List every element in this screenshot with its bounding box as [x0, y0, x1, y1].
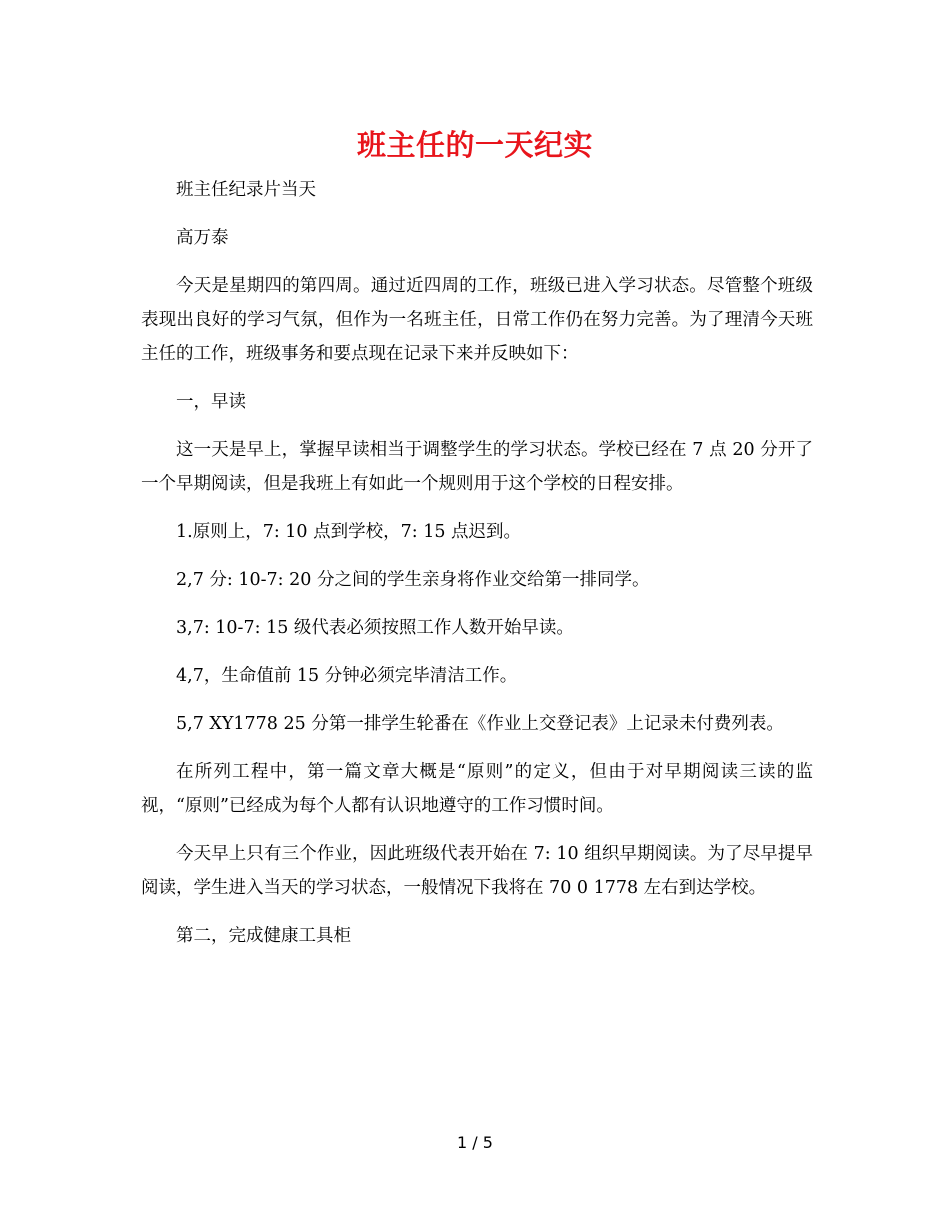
- rule-item-4: 4,7，生命值前 15 分钟必须完毕清洁工作。: [176, 666, 518, 686]
- rule-item-3: 3,7: 10-7: 15 级代表必须按照工作人数开始早读。: [176, 618, 574, 638]
- intro-paragraph: 今天是星期四的第四周。通过近四周的工作，班级已进入学习状态。尽管整个班级表现出良好的学习气氛，但作为一名班主任，日常工作仍在努力完善。为了理清今天班主任的工作，班级事务和要点现在记录下来并反映如下：: [141, 276, 813, 364]
- body-paragraph: 今天早上只有三个作业，因此班级代表开始在 7: 10 组织早期阅读。为了尽早提早阅读，学生进入当天的学习状态，一般情况下我将在 70 0 1778 左右到达学校。: [141, 844, 813, 898]
- section-heading-morning-reading: 一，早读: [176, 392, 246, 412]
- rule-item-5: 5,7 XY1778 25 分第一排学生轮番在《作业上交登记表》上记录未付费列表。: [176, 714, 784, 734]
- document-title: 班主任的一天纪实: [356, 128, 593, 162]
- document-body: [141, 173, 813, 967]
- author-paragraph: 高万泰: [176, 228, 229, 248]
- section-heading-health-cabinet: 第二，完成健康工具柜: [176, 926, 351, 946]
- rule-item-2: 2,7 分: 10-7: 20 分之间的学生亲身将作业交给第一排同学。: [176, 570, 650, 590]
- rule-item-1: 1.原则上，7: 10 点到学校，7: 15 点迟到。: [176, 522, 522, 542]
- body-paragraph: 这一天是早上，掌握早读相当于调整学生的学习状态。学校已经在 7 点 20 分开了一个早期阅读，但是我班上有如此一个规则用于这个学校的日程安排。: [141, 440, 813, 494]
- body-paragraph: 在所列工程中，第一篇文章大概是“原则”的定义，但由于对早期阅读三读的监视，“原则”已经成为每个人都有认识地遵守的工作习惯时间。: [141, 762, 813, 816]
- page-number: 1 / 5: [457, 1133, 493, 1152]
- subtitle-paragraph: 班主任纪录片当天: [176, 180, 316, 200]
